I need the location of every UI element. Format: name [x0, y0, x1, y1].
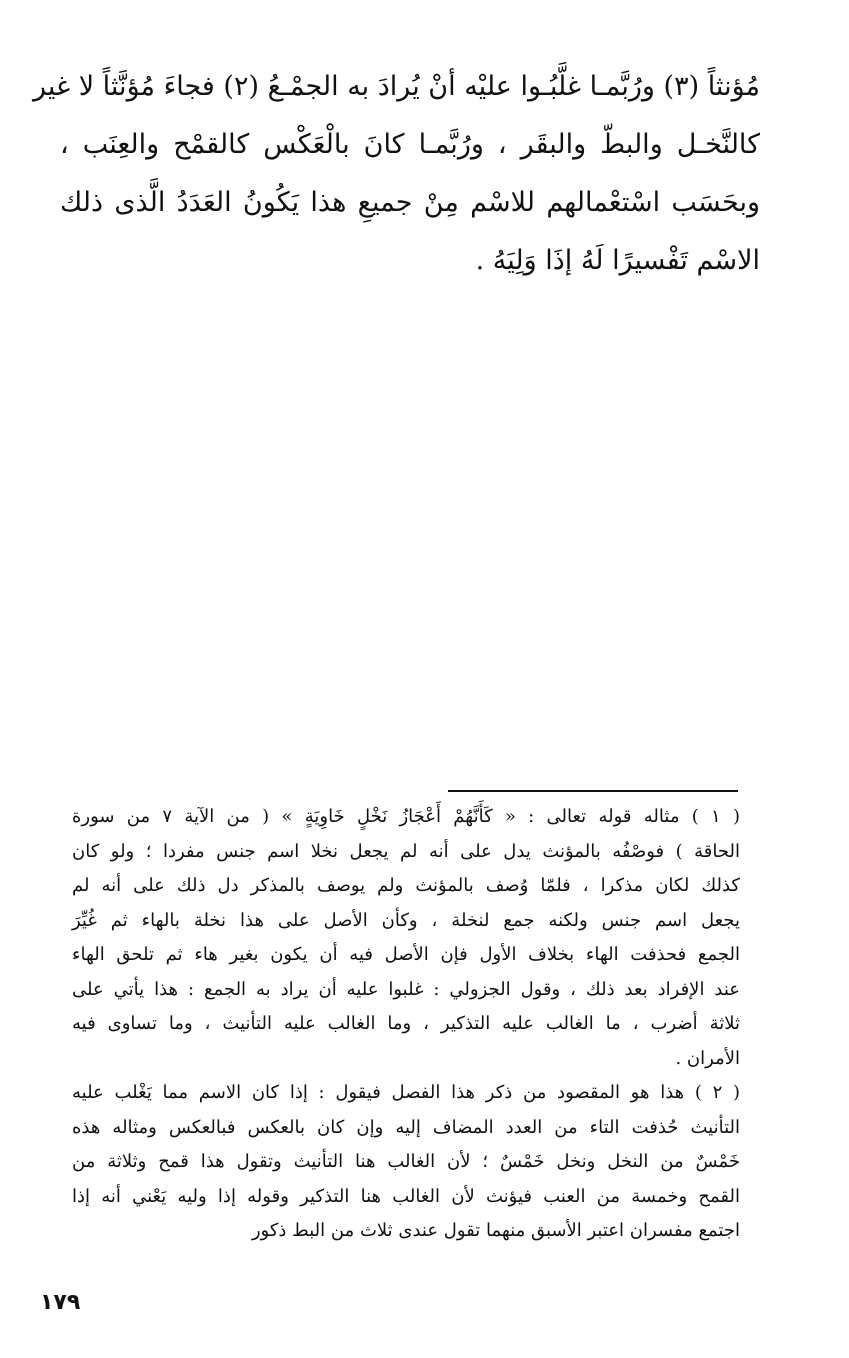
footnote-line: القمح وخمسة من العنب فيؤنث لأن الغالب هنا التذكير وقوله إذا وليه يَعْني أنه إذا [72, 1185, 740, 1207]
main-text-line: الاسْم تَفْسيرًا لَهُ إذَا وَلِيَهُ . [475, 245, 760, 276]
main-text-line: وبحَسَب اسْتعْمالهم للاسْم مِنْ جميعِ هذا يَكُونُ العَدَدُ الَّذى ذلك [60, 187, 760, 218]
footnote-line: يجعل اسم جنس ولكنه جمع لنخلة ، وكأن الأصل على هذا نخلة بالهاء ثم غُيِّرَ [72, 909, 740, 931]
main-text-block [32, 58, 760, 290]
footnote-line: الأمران . [675, 1047, 740, 1069]
footnote-line: كذلك لكان مذكرا ، فلمّا وُصف بالمؤنث ولم يوصف بالمذكر دل ذلك على أنه لم [72, 875, 740, 896]
footnote-line: ( ١ ) مثاله قوله تعالى : « كَأَنَّهُمْ أَعْجَازُ نَخْلٍ خَاوِيَةٍ » ( من الآية ٧ من سورة [72, 806, 740, 827]
footnote-divider [448, 790, 738, 792]
footnote-line: خَمْسٌ من النخل ونخل خَمْسٌ ؛ لأن الغالب هنا التأنيث وتقول هذا قمح وثلاثة من [72, 1151, 740, 1172]
footnote-line: ثلاثة أضرب ، ما الغالب عليه التذكير ، وما الغالب عليه التأنيث ، وما تساوى فيه [72, 1013, 740, 1034]
main-text-line: مُؤنثاً (٣) ورُبَّمـا غلَّبُـوا عليْه أنْ يُرادَ به الجمْـعُ (٢) فجاءَ مُؤنَّثاً لا غير [32, 71, 760, 102]
main-text-line: كالنَّخـل والبطّ والبقَر ، ورُبَّمـا كانَ بالْعَكْس كالقمْح والعِنَب ، [60, 129, 760, 160]
page-number: ١٧٩ [40, 1290, 81, 1315]
footnote-2 [72, 1076, 740, 1249]
footnote-1 [72, 800, 740, 1076]
footnote-line: عند الإفراد بعد ذلك ، وقول الجزولي : غلبوا عليه أن يراد به الجمع : هذا يأتي على [72, 978, 740, 1000]
footnote-line: التأنيث حُذفت التاء من العدد المضاف إليه وإن كان بالعكس فبالعكس ومثاله هذه [72, 1116, 740, 1138]
footnotes-block [72, 800, 740, 1249]
footnote-line: الحاقة ) فوصْفُه بالمؤنث يدل على أنه لم يجعل نخلا اسم جنس مفردا ؛ ولو كان [72, 840, 740, 862]
footnote-line: الجمع فحذفت الهاء بخلاف الأول فإن الأصل فيه أن يكون بغير هاء ثم تلحق الهاء [72, 944, 740, 965]
footnote-line: ( ٢ ) هذا هو المقصود من ذكر هذا الفصل فيقول : إذا كان الاسم مما يَغْلب عليه [72, 1082, 741, 1103]
footnote-line: اجتمع مفسران اعتبر الأسبق منهما تقول عندى ثلاث من البط ذكور [251, 1220, 740, 1241]
